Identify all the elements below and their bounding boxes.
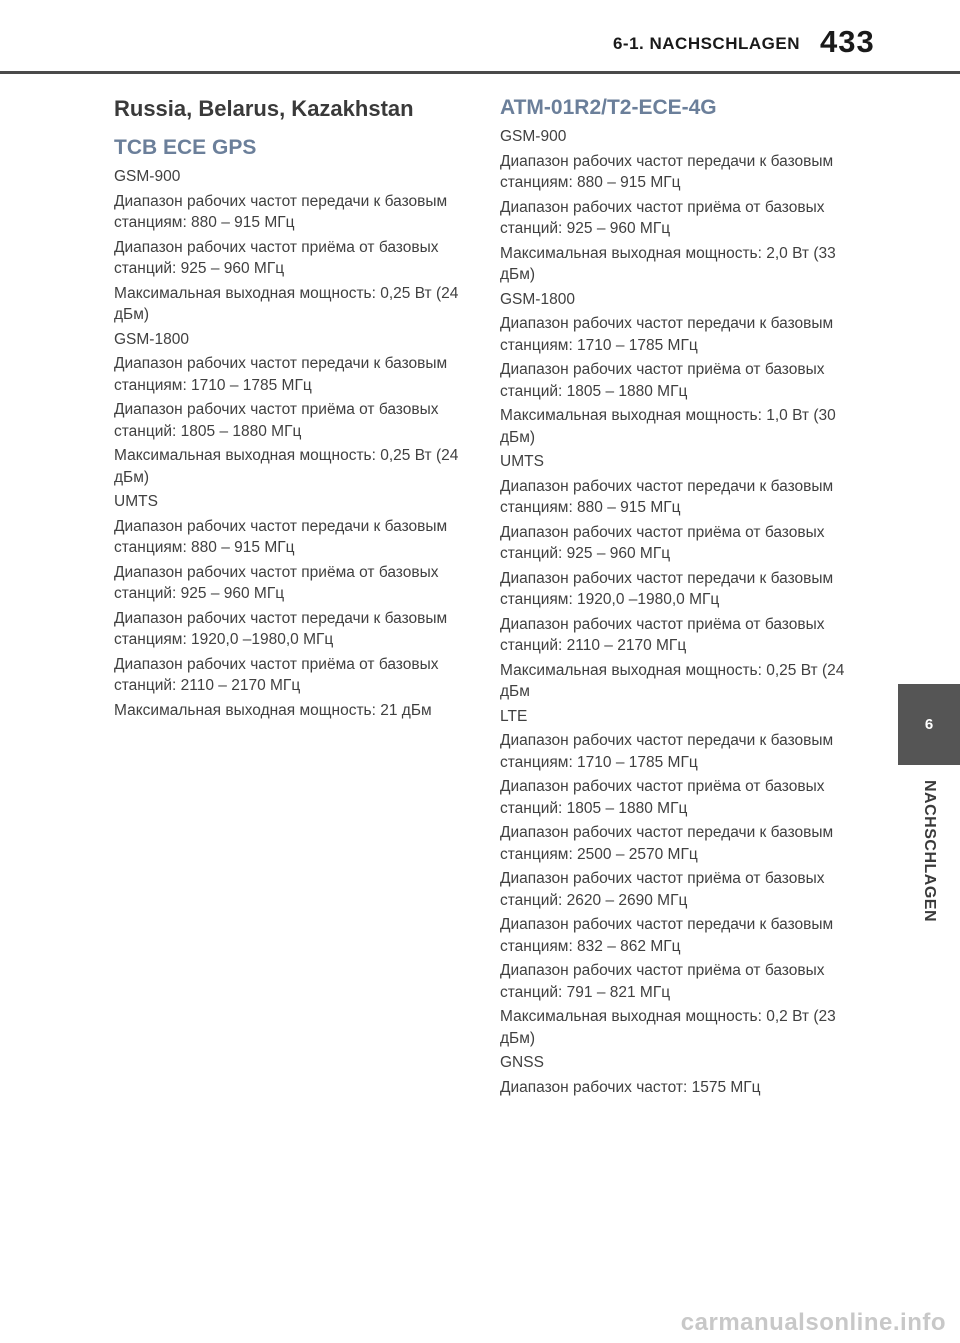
paragraph: Диапазон рабочих частот передачи к базовым станциям: 880 – 915 МГц	[114, 192, 448, 231]
section-title: Russia, Belarus, Kazakhstan	[114, 96, 414, 121]
paragraph: Диапазон рабочих частот приёма от базовых станций: 2110 – 2170 МГц	[500, 615, 825, 654]
paragraph: Максимальная выходная мощность: 0,25 Вт (24 дБм)	[114, 284, 459, 323]
paragraph: Диапазон рабочих частот передачи к базовым станциям: 1710 – 1785 МГц	[500, 315, 834, 354]
right-paragraphs	[500, 126, 860, 1098]
paragraph: Диапазон рабочих частот передачи к базовым станциям: 1920,0 –1980,0 МГц	[500, 569, 834, 608]
left-column	[114, 96, 464, 724]
paragraph: Диапазон рабочих частот приёма от базовых станций: 925 – 960 МГц	[500, 523, 825, 562]
paragraph: GSM-1800	[500, 290, 575, 308]
chapter-title: 6-1. NACHSCHLAGEN	[612, 34, 800, 53]
paragraph: Диапазон рабочих частот передачи к базовым станциям: 880 – 915 МГц	[114, 517, 448, 556]
paragraph: Диапазон рабочих частот приёма от базовых станций: 2620 – 2690 МГц	[500, 870, 825, 909]
paragraph: GNSS	[500, 1054, 544, 1071]
chapter-side-label-text: NACHSCHLAGEN	[921, 780, 938, 922]
paragraph: Диапазон рабочих частот передачи к базовым станциям: 2500 – 2570 МГц	[500, 824, 834, 863]
paragraph: LTE	[500, 707, 528, 725]
left-paragraphs	[114, 166, 464, 721]
paragraph: Максимальная выходная мощность: 0,25 Вт (24 дБм)	[114, 447, 459, 486]
paragraph: Максимальная выходная мощность: 0,25 Вт (24 дБм	[500, 661, 845, 700]
paragraph: UMTS	[500, 453, 544, 470]
paragraph: Диапазон рабочих частот приёма от базовых станций: 1805 – 1880 МГц	[114, 401, 439, 440]
paragraph: Диапазон рабочих частот приёма от базовых станций: 2110 – 2170 МГц	[114, 655, 439, 694]
paragraph: GSM-900	[500, 128, 567, 145]
paragraph: Диапазон рабочих частот приёма от базовых станций: 925 – 960 МГц	[114, 563, 439, 602]
chapter-tab-number: 6	[924, 716, 934, 733]
device-subtitle: ATM-01R2/T2-ECE-4G	[500, 96, 717, 119]
paragraph: Диапазон рабочих частот передачи к базовым станциям: 1710 – 1785 МГц	[114, 355, 448, 394]
paragraph: Максимальная выходная мощность: 2,0 Вт (33 дБм)	[500, 244, 836, 283]
paragraph: Максимальная выходная мощность: 21 дБм	[114, 701, 432, 719]
page-number: 433	[820, 24, 875, 59]
header-divider	[0, 71, 960, 74]
paragraph: Диапазон рабочих частот приёма от базовых станций: 791 – 821 МГц	[500, 962, 825, 1001]
right-column	[500, 96, 860, 1101]
paragraph: Диапазон рабочих частот передачи к базовым станциям: 832 – 862 МГц	[500, 916, 834, 955]
watermark: carmanualsonline.info	[680, 1309, 946, 1336]
paragraph: Диапазон рабочих частот приёма от базовых станций: 1805 – 1880 МГц	[500, 361, 825, 400]
device-subtitle: TCB ECE GPS	[114, 136, 257, 159]
paragraph: GSM-900	[114, 168, 181, 185]
paragraph: Максимальная выходная мощность: 0,2 Вт (23 дБм)	[500, 1008, 836, 1047]
paragraph: Диапазон рабочих частот: 1575 МГц	[500, 1078, 761, 1096]
paragraph: Максимальная выходная мощность: 1,0 Вт (30 дБм)	[500, 407, 836, 446]
paragraph: Диапазон рабочих частот приёма от базовых станций: 1805 – 1880 МГц	[500, 778, 825, 817]
paragraph: Диапазон рабочих частот приёма от базовых станций: 925 – 960 МГц	[114, 238, 439, 277]
paragraph: Диапазон рабочих частот передачи к базовым станциям: 1710 – 1785 МГц	[500, 732, 834, 771]
paragraph: Диапазон рабочих частот передачи к базовым станциям: 880 – 915 МГц	[500, 152, 834, 191]
paragraph: Диапазон рабочих частот приёма от базовых станций: 925 – 960 МГц	[500, 198, 825, 237]
paragraph: UMTS	[114, 493, 158, 510]
chapter-side-label	[898, 780, 960, 940]
paragraph: GSM-1800	[114, 330, 189, 348]
paragraph: Диапазон рабочих частот передачи к базовым станциям: 1920,0 –1980,0 МГц	[114, 609, 448, 648]
chapter-tab[interactable]	[898, 684, 960, 765]
paragraph: Диапазон рабочих частот передачи к базовым станциям: 880 – 915 МГц	[500, 477, 834, 516]
